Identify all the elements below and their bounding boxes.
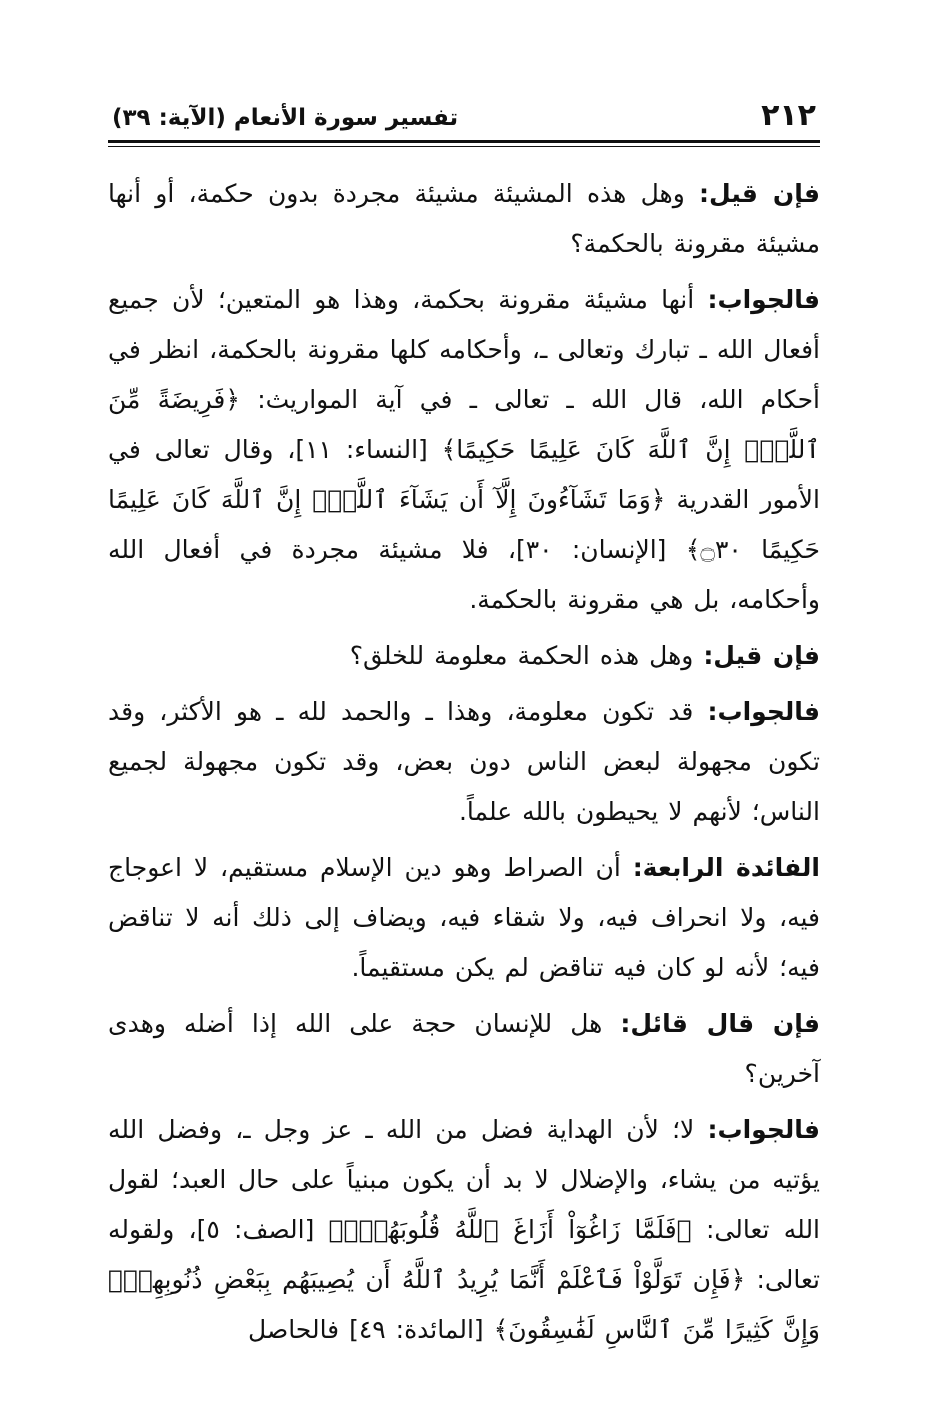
paragraph-lead: الفائدة الرابعة: <box>632 853 820 882</box>
paragraph <box>108 275 820 625</box>
quran-verse: ﴿فَرِيضَةً مِّنَ ٱللَّهِۗ إِنَّ ٱللَّهَ كَانَ عَلِيمًا حَكِيمًا﴾ <box>108 385 820 464</box>
paragraph <box>108 999 820 1099</box>
paragraph <box>108 631 820 681</box>
paragraph-lead: فالجواب: <box>707 697 820 726</box>
paragraph-lead: فالجواب: <box>707 285 820 314</box>
page-body <box>108 169 820 1355</box>
header-rule-thin <box>108 146 820 147</box>
page-header <box>108 88 820 138</box>
paragraph-text: وهل هذه المشيئة مشيئة مجردة بدون حكمة، أو أنها مشيئة مقرونة بالحكمة؟ <box>108 179 820 258</box>
paragraph <box>108 687 820 837</box>
header-rule-thick <box>108 140 820 143</box>
paragraph-text: أنها مشيئة مقرونة بحكمة، وهذا هو المتعين؛ لأن جميع أفعال الله ـ تبارك وتعالى ـ، وأحكامه كلها مقرونة بالحكمة، انظر في أحكام الله، قال الله ـ تعالى ـ في آية المواريث: <box>108 285 820 414</box>
paragraph-text: وهل هذه الحكمة معلومة للخلق؟ <box>349 641 704 670</box>
paragraph-lead: فالجواب: <box>707 1115 820 1144</box>
quran-verse: ﴿وَمَا تَشَآءُونَ إِلَّآ أَن يَشَآءَ ٱللَّهُۚ إِنَّ ٱللَّهَ كَانَ عَلِيمًا حَكِيمًا ۝٣٠﴾ <box>108 485 820 564</box>
paragraph-text: لا؛ لأن الهداية فضل من الله ـ عز وجل ـ، وفضل الله يؤتيه من يشاء، والإضلال لا بد أن يكون مبنياً على حال العبد؛ لقول الله تعالى: <box>108 1115 821 1244</box>
paragraph-text: أن الصراط وهو دين الإسلام مستقيم، لا اعوجاج فيه، ولا انحراف فيه، ولا شقاء فيه، ويضاف إلى ذلك أنه لا تناقض فيه؛ لأنه لو كان فيه تناقض لم يكن مستقيماً. <box>108 853 820 982</box>
quran-verse: ﴿فَإِن تَوَلَّوْاْ فَٱعْلَمْ أَنَّمَا يُرِيدُ ٱللَّهُ أَن يُصِيبَهُم بِبَعْضِ ذُنُوبِهِمْۗ وَإِنَّ كَثِيرًا مِّنَ ٱلنَّاسِ لَفَٰسِقُونَ﴾ <box>108 1265 820 1344</box>
paragraph <box>108 169 820 269</box>
paragraph <box>108 843 820 993</box>
paragraph <box>108 1105 820 1355</box>
quran-verse: ﴿فَلَمَّا زَاغُوٓاْ أَزَاغَ ٱللَّهُ قُلُوبَهُمْۚ﴾ <box>328 1215 692 1244</box>
paragraph-lead: فإن قال قائل: <box>620 1009 820 1038</box>
running-title: تفسير سورة الأنعام (الآية: ٣٩) <box>112 105 459 131</box>
paragraph-text: [الإنسان: ٣٠]، فلا مشيئة مجردة في أفعال الله وأحكامه، بل هي مقرونة بالحكمة. <box>108 535 820 614</box>
book-page <box>108 88 820 1378</box>
paragraph-lead: فإن قيل: <box>699 179 820 208</box>
page-number: ٢١٢ <box>761 98 816 133</box>
paragraph-text: قد تكون معلومة، وهذا ـ والحمد لله ـ هو الأكثر، وقد تكون مجهولة لبعض الناس دون بعض، وقد تكون مجهولة لجميع الناس؛ لأنهم لا يحيطون بالله علماً. <box>108 697 820 826</box>
paragraph-lead: فإن قيل: <box>703 641 820 670</box>
paragraph-text: [الصف: ٥]، ولقوله تعالى: <box>108 1215 820 1294</box>
paragraph-text: [المائدة: ٤٩] فالحاصل <box>248 1315 494 1344</box>
paragraph-text: [النساء: ١١]، وقال تعالى في الأمور القدرية <box>108 435 820 514</box>
paragraph-text: هل للإنسان حجة على الله إذا أضله وهدى آخرين؟ <box>108 1009 820 1088</box>
